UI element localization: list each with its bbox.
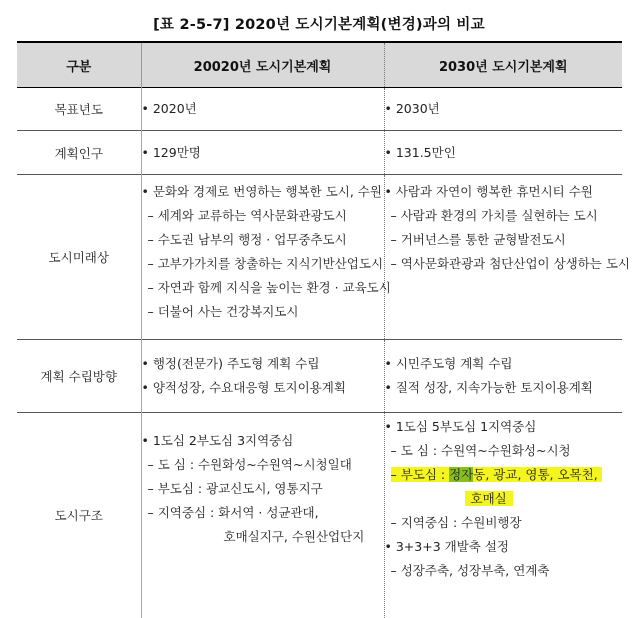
cell-2030-population <box>384 131 622 175</box>
list-item: – 부도심 : 광교신도시, 영통지구 <box>147 481 323 496</box>
highlight-prefix: – 부도심 : <box>390 467 450 482</box>
list-item: – 도 심 : 수원역~수원화성~시청 <box>390 443 571 458</box>
list-item: 호매실지구, 수원산업단지 <box>223 529 365 544</box>
highlighted-text <box>391 467 602 482</box>
row-label-population: 계획인구 <box>54 145 103 161</box>
header-2030-plan: 2030년 도시기본계획 <box>384 42 622 88</box>
list-item: – 역사문화관광과 첨단산업이 상생하는 도시 <box>390 256 630 271</box>
table-row <box>17 340 622 413</box>
list-item: • 1도심 5부도심 1지역중심 <box>384 419 537 434</box>
table-row <box>17 175 622 340</box>
table-title: [표 2-5-7] 2020년 도시기본계획(변경)과의 비교 <box>153 17 485 33</box>
list-item: • 3+3+3 개발축 설정 <box>384 539 509 554</box>
row-label-target-year: 목표년도 <box>54 102 103 117</box>
list-item: – 세계와 교류하는 역사문화관광도시 <box>147 208 347 223</box>
cell-2030-vision <box>384 175 630 340</box>
table-row <box>17 131 622 175</box>
list-item: – 수도권 남부의 행정 · 업무중추도시 <box>147 232 347 247</box>
list-item: • 시민주도형 계획 수립 <box>384 356 513 371</box>
list-item: • 131.5만인 <box>384 144 456 160</box>
list-item: • 행정(전문가) 주도형 계획 수립 <box>141 356 320 371</box>
cell-2030-target-year <box>384 88 622 131</box>
row-label-vision: 도시미래상 <box>48 250 109 265</box>
list-item: – 지역중심 : 화서역 · 성균관대, <box>147 505 319 520</box>
list-item: • 질적 성장, 지속가능한 토지이용계획 <box>384 380 593 395</box>
list-item: • 2030년 <box>384 101 440 116</box>
list-item: – 지역중심 : 수원비행장 <box>390 515 522 530</box>
list-item: – 도 심 : 수원화성~수원역~시청일대 <box>147 457 352 472</box>
table-row <box>17 88 622 131</box>
list-item: – 사람과 환경의 가치를 실현하는 도시 <box>390 208 598 223</box>
list-item: • 양적성장, 수요대응형 토지이용계획 <box>141 380 346 395</box>
row-label-structure: 도시구조 <box>54 508 103 524</box>
list-item: – 고부가가치를 창출하는 지식기반산업도시 <box>147 256 384 271</box>
list-item: – 더불어 사는 건강복지도시 <box>147 304 299 319</box>
header-category: 구분 <box>17 42 141 88</box>
cell-2020-population <box>141 131 384 175</box>
list-item: • 129만명 <box>141 144 201 160</box>
highlight-green-text: 정자 <box>449 467 474 482</box>
list-item-highlighted <box>385 463 623 487</box>
list-item: • 1도심 2부도심 3지역중심 <box>141 433 294 448</box>
list-item: – 거버넌스를 통한 균형발전도시 <box>390 232 566 247</box>
table-row <box>17 413 622 618</box>
cell-2020-structure <box>141 413 384 618</box>
cell-2020-direction <box>141 340 384 413</box>
header-2020-plan: 20020년 도시기본계획 <box>141 42 384 88</box>
list-item: – 자연과 함께 지식을 높이는 환경 · 교육도시 <box>147 280 391 295</box>
list-item: • 사람과 자연이 행복한 휴먼시티 수원 <box>384 184 593 199</box>
highlight-rest: 동, 광교, 영통, 오목천, <box>473 467 598 482</box>
list-item-highlighted <box>385 487 623 511</box>
cell-2030-structure <box>384 413 622 618</box>
cell-2020-target-year <box>141 88 384 131</box>
header-row <box>17 42 622 88</box>
comparison-table <box>17 41 630 618</box>
row-label-direction: 계획 수립방향 <box>40 369 117 384</box>
highlighted-text: 호매실 <box>465 491 513 506</box>
list-item: – 성장주축, 성장부축, 연계축 <box>390 563 550 578</box>
list-item: • 문화와 경제로 번영하는 행복한 도시, 수원 <box>141 184 382 199</box>
cell-2030-direction <box>384 340 622 413</box>
cell-2020-vision <box>141 175 391 340</box>
list-item: • 2020년 <box>141 101 197 116</box>
